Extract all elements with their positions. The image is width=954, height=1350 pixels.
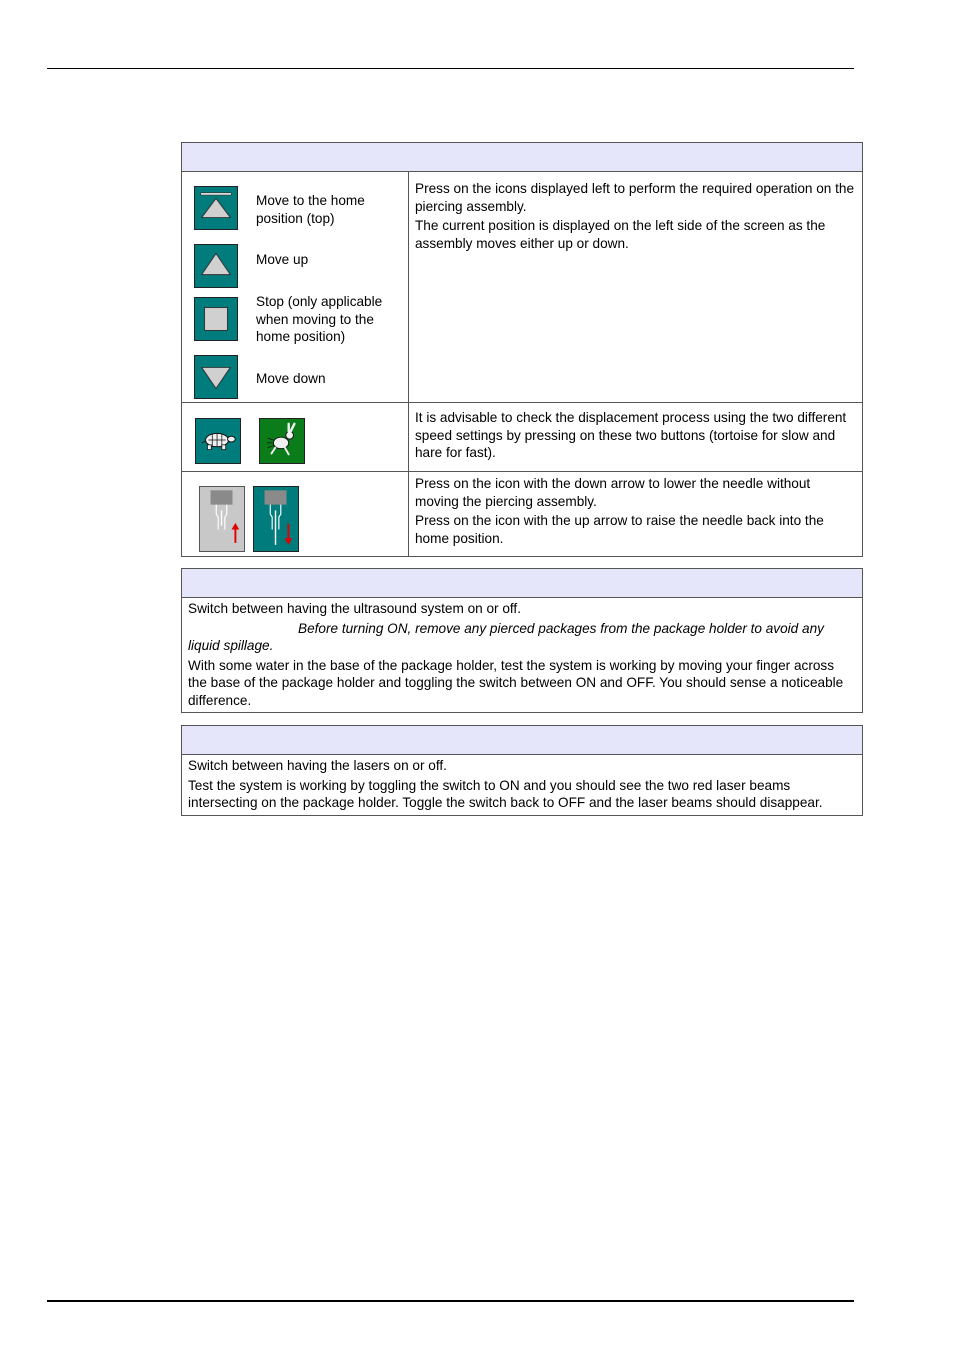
tortoise-icon [196, 419, 240, 463]
move-down-button[interactable] [194, 355, 238, 399]
ultrasound-line-2: With some water in the base of the package holder, test the system is working by moving your finger across the base of the package holder and toggling the switch between ON and OFF. You should sense a noticeable difference. [188, 657, 844, 708]
lower-needle-button[interactable] [253, 486, 299, 552]
lasers-line-1: Switch between having the lasers on or off. [188, 758, 447, 773]
move-home-button[interactable] [194, 186, 238, 230]
footer-rule [47, 1300, 854, 1302]
needle-up-icon [200, 487, 244, 551]
needle-buttons-cell [182, 472, 409, 557]
stop-button[interactable] [194, 297, 238, 341]
raise-needle-button[interactable] [199, 486, 245, 552]
needle-desc-2: Press on the icon with the up arrow to raise the needle back into the home position. [415, 513, 824, 546]
needle-down-icon [254, 487, 298, 551]
header-rule [47, 68, 854, 69]
speed-buttons-cell [182, 403, 409, 472]
stop-icon [195, 298, 237, 340]
stop-label: Stop (only applicable when moving to the home position) [256, 294, 383, 344]
lasers-table [181, 725, 863, 816]
hare-icon [260, 419, 304, 463]
move-up-button[interactable] [194, 244, 238, 288]
movement-desc-1: Press on the icons displayed left to perform the required operation on the piercing assembly. [415, 181, 855, 214]
needle-desc-1: Press on the icon with the down arrow to lower the needle without moving the piercing assembly. [415, 476, 811, 509]
movement-description-cell [409, 172, 863, 403]
ultrasound-body [182, 598, 863, 713]
ultrasound-table [181, 568, 863, 713]
ultrasound-table-header [182, 569, 863, 598]
needle-description-cell [409, 472, 863, 557]
move-up-label: Move up [256, 252, 309, 267]
lasers-body [182, 755, 863, 816]
movement-buttons-cell [182, 172, 409, 403]
tortoise-slow-button[interactable] [195, 418, 241, 464]
lasers-line-2: Test the system is working by toggling the switch to ON and you should see the two red laser beams intersecting on the package holder. Toggle the switch back to OFF and the laser beams should disappear. [188, 777, 823, 810]
ultrasound-note [188, 620, 856, 655]
lasers-table-header [182, 726, 863, 755]
move-down-icon [195, 356, 237, 398]
movement-desc-2: The current position is displayed on the left side of the screen as the assembly moves either up or down. [415, 218, 826, 251]
ultrasound-note-text: Before turning ON, remove any pierced packages from the package holder to avoid any liquid spillage. [188, 620, 824, 653]
speed-desc: It is advisable to check the displacement process using the two different speed settings by pressing on these two buttons (tortoise for slow and hare for fast). [415, 410, 847, 460]
move-home-label: Move to the home position (top) [256, 193, 365, 226]
piercing-controls-table [181, 142, 863, 557]
move-down-label: Move down [256, 371, 326, 386]
hare-fast-button[interactable] [259, 418, 305, 464]
move-home-icon [195, 187, 237, 229]
speed-description-cell [409, 403, 863, 472]
move-up-icon [195, 245, 237, 287]
piercing-table-header [182, 143, 863, 172]
ultrasound-line-1: Switch between having the ultrasound system on or off. [188, 601, 521, 616]
